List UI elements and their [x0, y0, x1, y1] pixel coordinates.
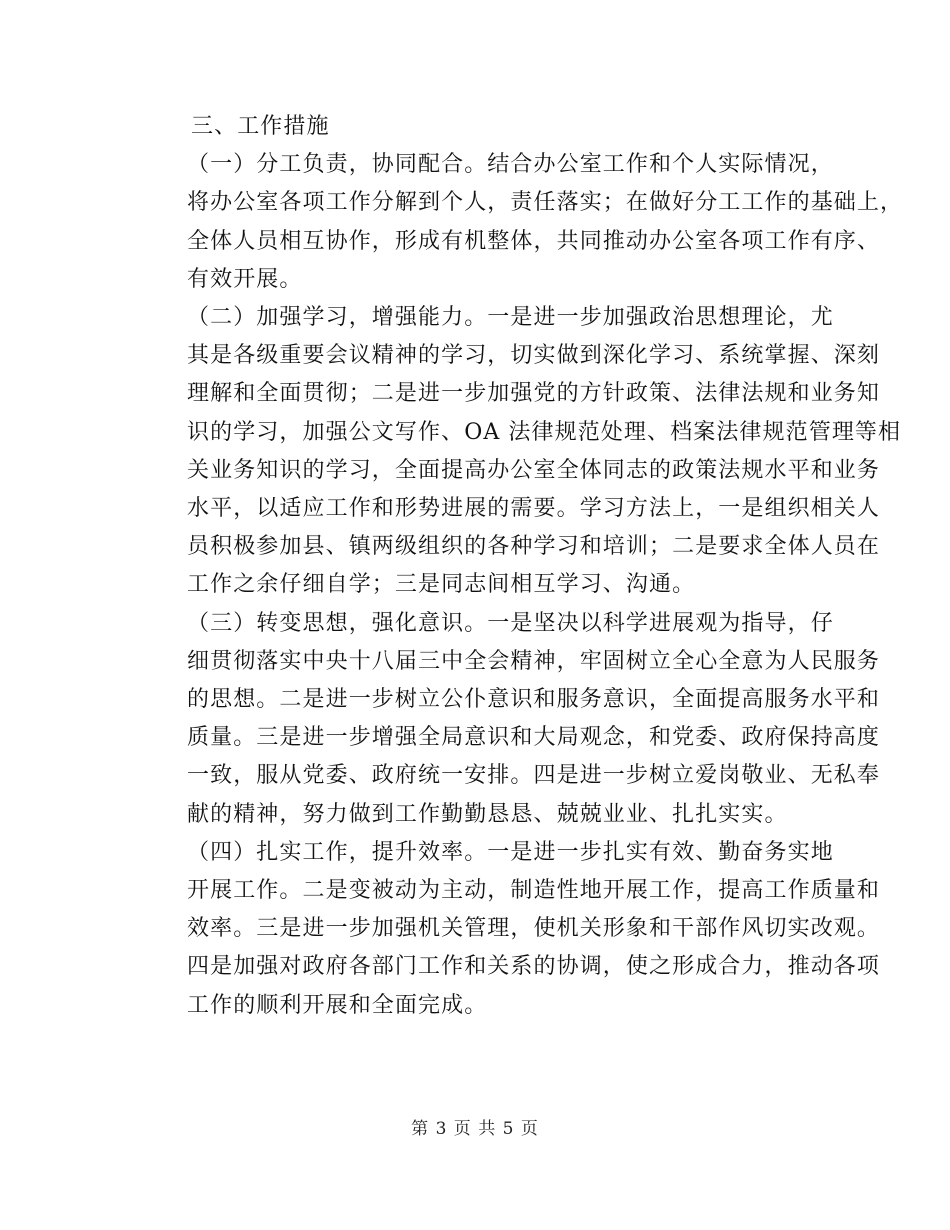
paragraph-2 — [143, 299, 902, 605]
paragraph-1 — [143, 146, 904, 299]
paragraph-line: 其是各级重要会议精神的学习，切实做到深化学习、系统掌握、深刻 — [187, 343, 881, 369]
paragraph-line: 工作的顺利开展和全面完成。 — [187, 992, 488, 1018]
paragraph-line: （二）加强学习，增强能力。一是进一步加强政治思想理论，尤 — [187, 305, 834, 331]
page-number-footer: 第 3 页 共 5 页 — [411, 1119, 539, 1139]
paragraph-line: 全体人员相互协作，形成有机整体，共同推动办公室各项工作有序、 — [187, 228, 881, 254]
paragraph-3 — [143, 605, 881, 834]
paragraph-line: （四）扎实工作，提升效率。一是进一步扎实有效、勤奋务实地 — [187, 839, 834, 865]
paragraph-line: （三）转变思想，强化意识。一是坚决以科学进展观为指导，仔 — [187, 610, 834, 636]
section-title: 三、工作措施 — [191, 114, 330, 139]
paragraph-line: 质量。三是进一步增强全局意识和大局观念，和党委、政府保持高度 — [187, 725, 881, 751]
paragraph-line: 有效开展。 — [187, 266, 303, 292]
paragraph-line: 理解和全面贯彻；二是进一步加强党的方针政策、法律法规和业务知 — [187, 381, 881, 407]
paragraph-line: 员积极参加县、镇两级组织的各种学习和培训；二是要求全体人员在 — [187, 534, 881, 560]
paragraph-line: 四是加强对政府各部门工作和关系的协调，使之形成合力，推动各项 — [187, 954, 881, 980]
paragraph-4 — [143, 834, 881, 1025]
paragraph-line: 一致，服从党委、政府统一安排。四是进一步树立爱岗敬业、无私奉 — [187, 763, 881, 789]
paragraph-line: 效率。三是进一步加强机关管理，使机关形象和干部作风切实改观。 — [187, 916, 881, 942]
document-body — [143, 108, 904, 1025]
paragraph-line: （一）分工负责，协同配合。结合办公室工作和个人实际情况， — [187, 152, 834, 178]
paragraph-line: 的思想。二是进一步树立公仆意识和服务意识，全面提高服务水平和 — [187, 687, 881, 713]
paragraph-line: 工作之余仔细自学；三是同志间相互学习、沟通。 — [187, 572, 696, 598]
paragraph-line: 开展工作。二是变被动为主动，制造性地开展工作，提高工作质量和 — [187, 878, 881, 904]
paragraph-line: 细贯彻落实中央十八届三中全会精神，牢固树立全心全意为人民服务 — [187, 648, 881, 674]
paragraph-line: 水平，以适应工作和形势进展的需要。学习方法上，一是组织相关人 — [187, 496, 881, 522]
paragraph-line: 关业务知识的学习，全面提高办公室全体同志的政策法规水平和业务 — [187, 457, 881, 483]
paragraph-line: 将办公室各项工作分解到个人，责任落实；在做好分工工作的基础上， — [187, 190, 904, 216]
paragraph-line: 献的精神，努力做到工作勤勤恳恳、兢兢业业、扎扎实实。 — [187, 801, 788, 827]
paragraph-line: 识的学习，加强公文写作、OA 法律规范处理、档案法律规范管理等相 — [187, 419, 902, 445]
